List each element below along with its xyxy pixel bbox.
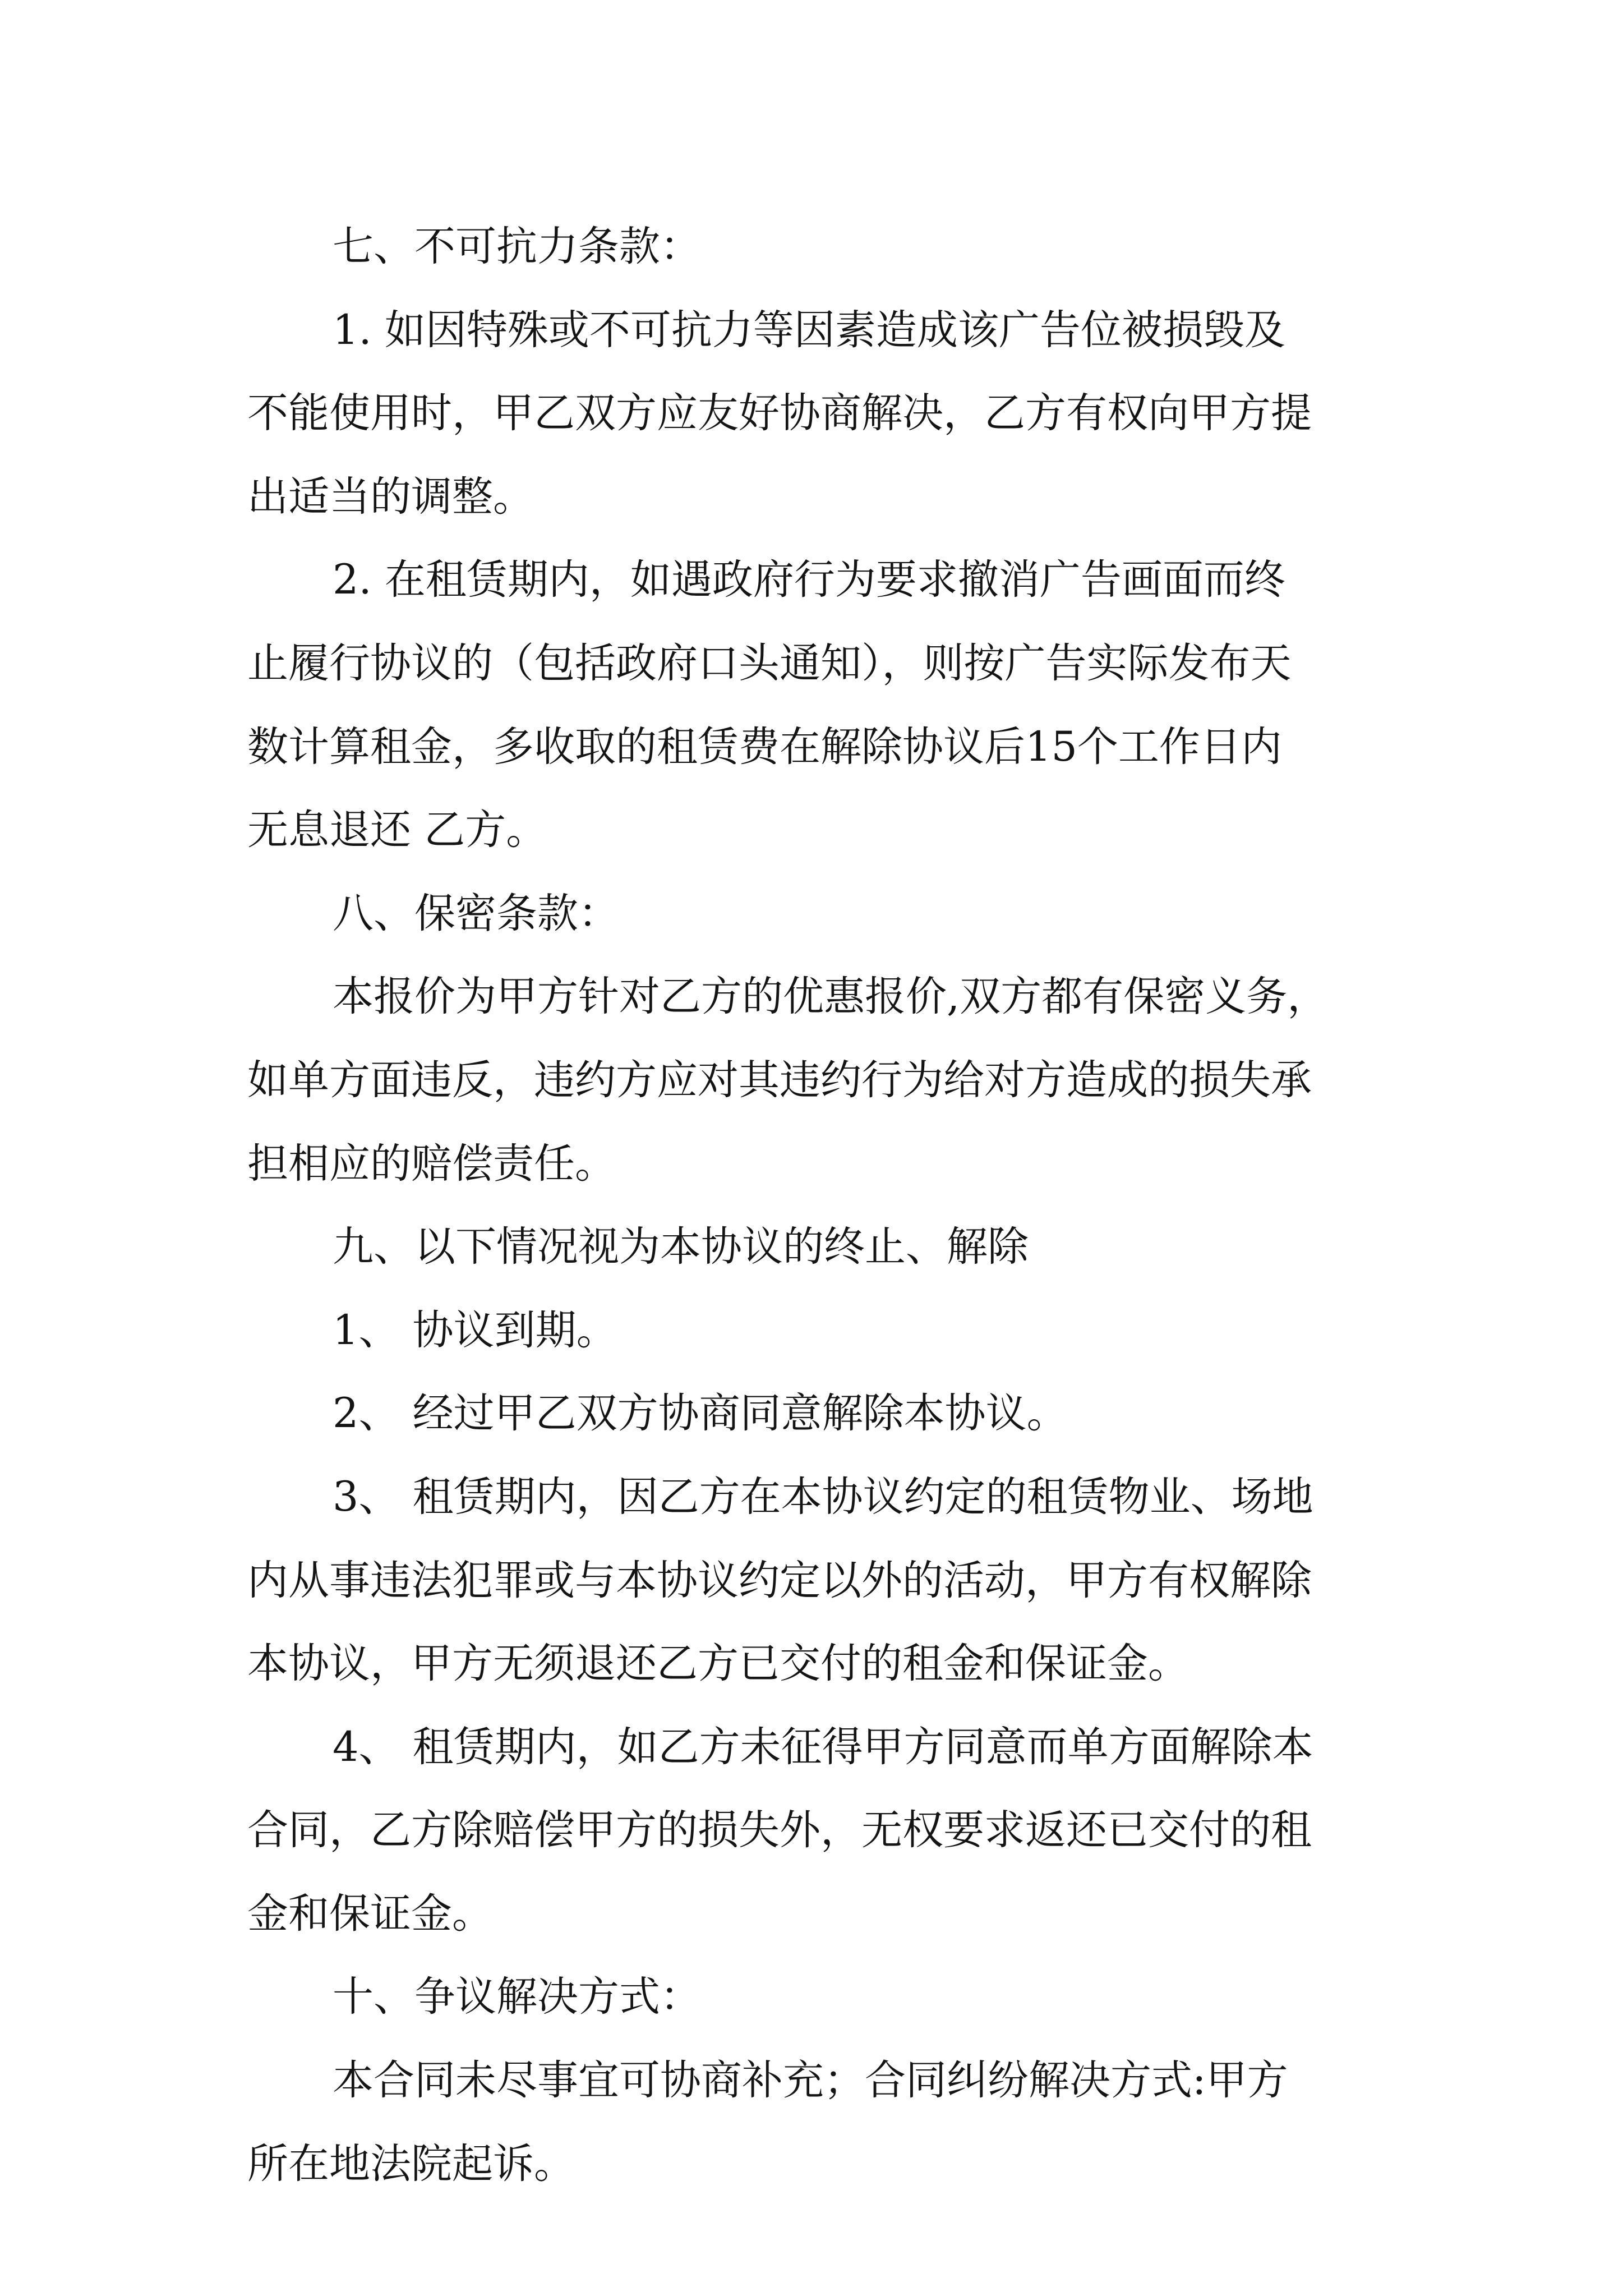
- text-line: 3、 租赁期内，因乙方在本协议约定的租赁物业、场地: [333, 1473, 1313, 1521]
- text-line: 止履行协议的（包括政府口头通知），则按广告实际发布天: [247, 639, 1292, 687]
- text-line: 4、 租赁期内，如乙方未征得甲方同意而单方面解除本: [333, 1723, 1313, 1771]
- text-line: 内从事违法犯罪或与本协议约定以外的活动，甲方有权解除: [247, 1556, 1312, 1604]
- text-line: 金和保证金。: [247, 1889, 493, 1938]
- section-heading-7: 七、不可抗力条款：: [333, 223, 701, 270]
- text-line: 本协议，甲方无须退还乙方已交付的租金和保证金。: [247, 1640, 1189, 1688]
- text-line: 如单方面违反，违约方应对其违约行为给对方造成的损失承: [247, 1056, 1312, 1104]
- text-line: 本合同未尽事宜可协商补充；合同纠纷解决方式:甲方: [333, 2056, 1288, 2105]
- section-heading-8: 八、保密条款：: [333, 889, 619, 937]
- text-line: 无息退还 乙方。: [247, 806, 547, 854]
- text-line: 出适当的调整。: [247, 472, 534, 521]
- text-line: 不能使用时，甲乙双方应友好协商解决，乙方有权向甲方提: [247, 389, 1312, 438]
- text-line: 本报价为甲方针对乙方的优惠报价,双方都有保密义务，: [333, 973, 1329, 1021]
- text-line: 担相应的赔偿责任。: [247, 1139, 616, 1188]
- section-heading-9: 九、以下情况视为本协议的终止、解除: [333, 1223, 1029, 1271]
- section-heading-10: 十、争议解决方式：: [333, 1973, 701, 2021]
- text-line: 2、 经过甲乙双方协商同意解除本协议。: [333, 1389, 1068, 1438]
- text-line: 合同，乙方除赔偿甲方的损失外，无权要求返还已交付的租: [247, 1806, 1312, 1855]
- text-line: 1、 协议到期。: [333, 1306, 617, 1354]
- text-line: 1. 如因特殊或不可抗力等因素造成该广告位被损毁及: [333, 306, 1285, 354]
- text-line: 数计算租金，多收取的租赁费在解除协议后15个工作日内: [247, 723, 1282, 771]
- text-line: 2. 在租赁期内，如遇政府行为要求撤消广告画面而终: [333, 556, 1285, 604]
- document-body: [247, 205, 1389, 2206]
- text-line: 所在地法院起诉。: [247, 2139, 575, 2188]
